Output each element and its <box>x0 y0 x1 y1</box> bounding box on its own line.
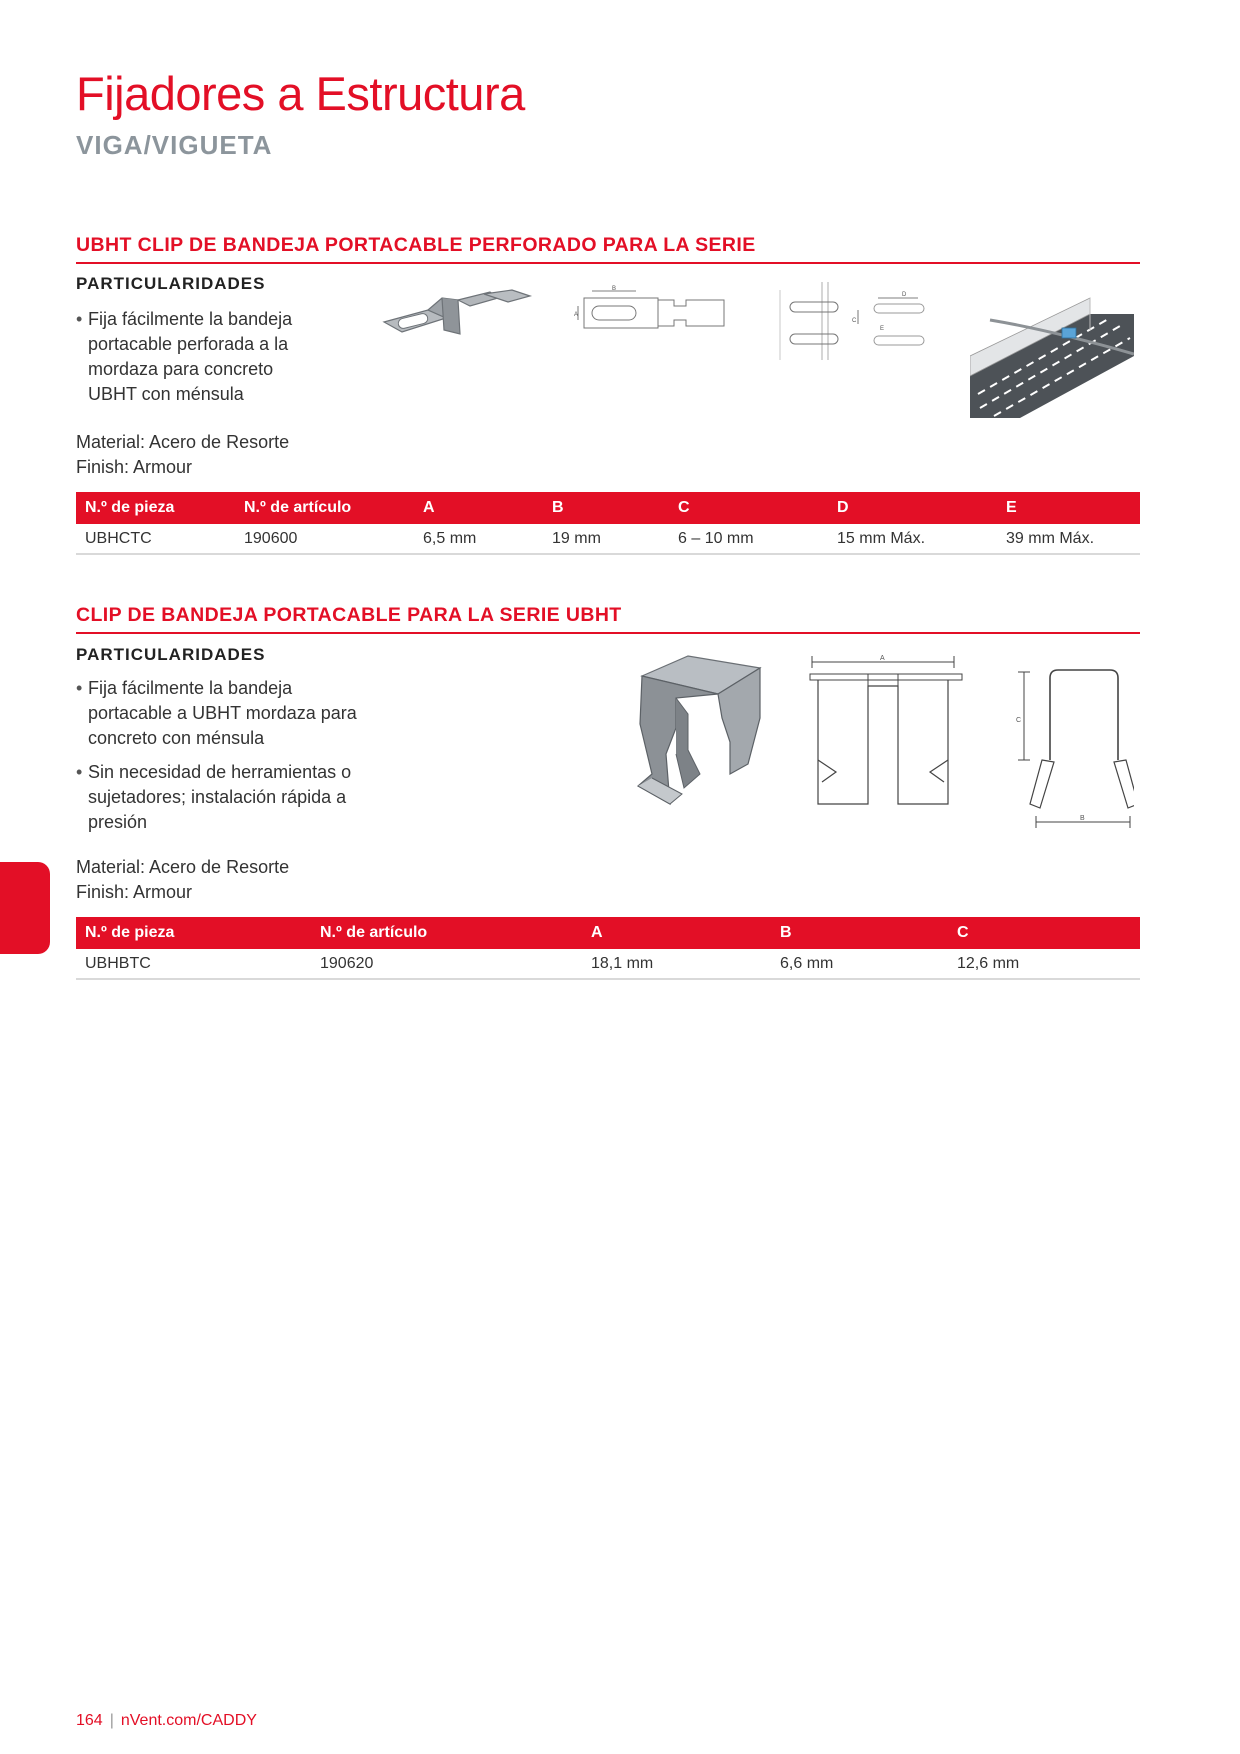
section1-title: UBHT CLIP DE BANDEJA PORTACABLE PERFORADO PARA LA SERIE <box>76 234 1140 264</box>
page-subtitle: VIGA/VIGUETA <box>76 130 273 160</box>
table-header-cell: B <box>771 917 948 949</box>
table-header-cell: C <box>669 492 828 524</box>
section2-features-title: PARTICULARIDADES <box>76 645 266 664</box>
section1-diagram-label-a: A <box>574 312 579 318</box>
section2-dimension-diagram-side <box>1010 664 1134 830</box>
table-cell: 190600 <box>235 524 414 554</box>
table-cell: UBHCTC <box>76 524 235 554</box>
table-header-cell: C <box>948 917 1140 949</box>
section2-title: CLIP DE BANDEJA PORTACABLE PARA LA SERIE UBHT <box>76 604 1140 634</box>
section2-spec-table <box>76 917 1140 980</box>
section1-material: Material: Acero de Resorte <box>76 432 290 452</box>
section2-product-image <box>618 654 768 810</box>
table-header-cell: A <box>414 492 543 524</box>
page-title: Fijadores a Estructura <box>76 67 525 120</box>
page-number: 164 <box>76 1712 103 1729</box>
table-header-cell: D <box>828 492 997 524</box>
table-header-row <box>76 492 1140 524</box>
table-cell: 18,1 mm <box>582 949 771 979</box>
section1-features-title: PARTICULARIDADES <box>76 274 266 293</box>
table-header-cell: N.º de artículo <box>235 492 414 524</box>
section1-product-image <box>380 288 540 360</box>
page-footer <box>76 1712 257 1730</box>
table-header-row <box>76 917 1140 949</box>
section2-dimension-diagram-front <box>806 650 966 808</box>
section1-dimension-diagram-side <box>778 280 938 362</box>
table-header-cell: N.º de pieza <box>76 492 235 524</box>
section2-feature-list <box>76 676 376 844</box>
table-cell: 6,6 mm <box>771 949 948 979</box>
section1-diagram-label-b: B <box>612 286 617 292</box>
section2-diagram-label-a: A <box>880 655 885 662</box>
table-row <box>76 524 1140 554</box>
table-cell: 39 mm Máx. <box>997 524 1140 554</box>
table-cell: UBHBTC <box>76 949 311 979</box>
section2-material-block <box>76 855 289 905</box>
table-cell: 15 mm Máx. <box>828 524 997 554</box>
section1-dimension-diagram-front <box>574 284 738 340</box>
table-row <box>76 949 1140 979</box>
section2-finish: Finish: Armour <box>76 882 193 902</box>
section1-diagram-label-d: D <box>902 292 907 298</box>
table-header-cell: E <box>997 492 1140 524</box>
table-header-cell: A <box>582 917 771 949</box>
table-cell: 19 mm <box>543 524 669 554</box>
section2-feature-item: • Fija fácilmente la bandeja portacable a UBHT mordaza para concreto con ménsula <box>76 676 376 751</box>
section1-spec-table <box>76 492 1140 555</box>
section1-diagram-label-c: C <box>852 318 857 324</box>
table-cell: 6 – 10 mm <box>669 524 828 554</box>
table-cell: 12,6 mm <box>948 949 1140 979</box>
section1-feature-item: • Fija fácilmente la bandeja portacable perforada a la mordaza para concreto UBHT con ménsula <box>76 307 326 407</box>
table-header-cell: N.º de artículo <box>311 917 582 949</box>
section1-material-block <box>76 430 289 480</box>
section1-feature-list <box>76 307 326 416</box>
table-header-cell: B <box>543 492 669 524</box>
footer-separator: | <box>109 1712 114 1729</box>
table-header-cell: N.º de pieza <box>76 917 311 949</box>
section2-feature-item: • Sin necesidad de herramientas o sujetadores; instalación rápida a presión <box>76 760 376 835</box>
section1-finish: Finish: Armour <box>76 457 193 477</box>
chapter-side-tab <box>0 862 50 954</box>
table-cell: 190620 <box>311 949 582 979</box>
table-cell: 6,5 mm <box>414 524 543 554</box>
section1-diagram-label-e: E <box>880 326 885 332</box>
footer-link[interactable]: nVent.com/CADDY <box>120 1712 257 1729</box>
section1-installation-image <box>970 296 1134 418</box>
section2-material: Material: Acero de Resorte <box>76 857 290 877</box>
section2-diagram-label-c: C <box>1016 717 1022 724</box>
section2-diagram-label-b: B <box>1080 815 1085 822</box>
